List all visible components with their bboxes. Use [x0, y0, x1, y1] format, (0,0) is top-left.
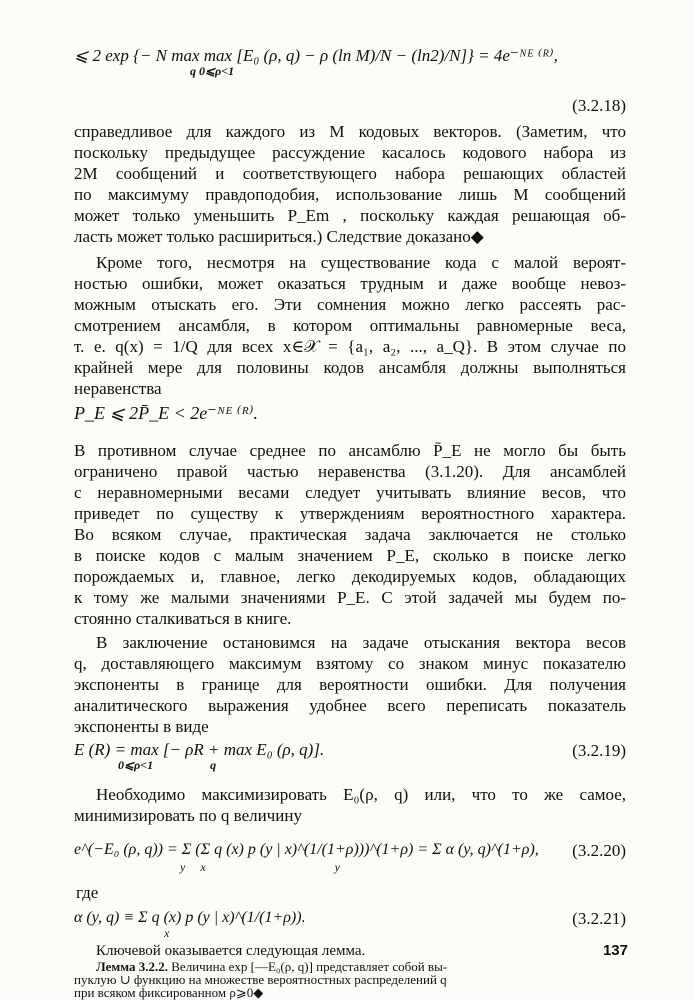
lemma-title: Лемма 3.2.2. [96, 959, 168, 974]
text-line: ограничено правой частью неравенства (3.1.20). Для ансамблей [74, 462, 626, 481]
text-line: 2M сообщений и соответствующего набора решающих областей [74, 164, 626, 183]
text-line: пуклую ∪ функцию на множестве вероятностных распределений q [74, 972, 447, 987]
text-line: в поиске кодов с малым значением P_E, сколько в поиске легко [74, 546, 626, 565]
text-line: Кроме того, несмотря на существование кода с малой вероят- [96, 253, 626, 272]
equation-3-2-19-subscripts: 0⩽ρ<1 q [118, 758, 217, 772]
equation-3-2-21: α (y, q) ≡ Σ q (x) p (y | x)^(1/(1+ρ)). [74, 909, 306, 926]
equation-3-2-18: ⩽ 2 exp {− N max max [E₀ (ρ, q) − ρ (ln M)/N − (ln2)/N]} = 4e⁻ᴺᴱ ⁽ᴿ⁾, [74, 46, 558, 65]
text-line: к тому же малыми значениями P_E. С этой задачей мы будем по- [74, 588, 626, 607]
equation-3-2-20: e^(−E₀ (ρ, q)) = Σ (Σ q (x) p (y | x)^(1/(1+ρ)))^(1+ρ) = Σ α (y, q)^(1+ρ), [74, 841, 539, 858]
text-line: q, доставляющего максимум взятому со знаком минус показателю [74, 654, 626, 673]
text-line: Необходимо максимизировать E₀(ρ, q) или, что то же самое, [96, 785, 626, 804]
text-line: т. е. q(x) = 1/Q для всех x∈𝒳 = {a₁, a₂, ..., a_Q}. В этом случае по [74, 337, 626, 356]
inequality-pe: P_E ⩽ 2P̄_E < 2e⁻ᴺᴱ ⁽ᴿ⁾. [74, 403, 258, 423]
equation-number-3-2-19: (3.2.19) [572, 741, 626, 760]
text-line: приведет по существу к утверждениям вероятностного характера. [74, 504, 626, 523]
text-line: справедливое для каждого из M кодовых векторов. (Заметим, что [74, 122, 626, 141]
text-line: аналитического выражения удобнее всего переписать показатель [74, 696, 626, 715]
text-line: В заключение остановимся на задаче отыскания вектора весов [96, 633, 626, 652]
text-line: порождаемых и, главное, легко декодируемых кодов, обладающих [74, 567, 626, 586]
text-line: ностью ошибки, может оказаться трудным и даже вообще невоз- [74, 274, 626, 293]
text-line: Ключевой оказывается следующая лемма. [96, 943, 366, 959]
text-line: неравенства [74, 379, 162, 398]
lemma-text: Величина exp [—E₀(ρ, q)] представляет собой вы- [171, 959, 448, 974]
equation-number-3-2-20: (3.2.20) [572, 841, 626, 860]
text-line: по максимуму правдоподобия, использование лишь M сообщений [74, 185, 626, 204]
equation-number-3-2-21: (3.2.21) [572, 909, 626, 928]
text-line: экспоненты в виде [74, 717, 209, 736]
text-line: Во всяком случае, практическая задача заключается не столько [74, 525, 626, 544]
equation-number-3-2-18: (3.2.18) [572, 96, 626, 115]
text-line: стоянно сталкиваться в книге. [74, 609, 292, 628]
equation-3-2-20-subscripts: y x y [180, 860, 340, 874]
text-line: с неравномерными весами следует учитывать влияние весов, что [74, 483, 626, 502]
text-line: может только уменьшить P_Em , поскольку каждая решающая об- [74, 206, 626, 225]
text-line: смотрением ансамбля, в котором оптимальны равномерные веса, [74, 316, 626, 335]
equation-3-2-19: E (R) = max [− ρR + max E₀ (ρ, q)]. [74, 740, 325, 759]
text-line: при всяком фиксированном ρ⩾0◆ [74, 985, 264, 1000]
equation-3-2-18-subscripts: q 0⩽ρ<1 [190, 64, 235, 78]
text-line: можным отыскать его. Эти сомнения можно легко рассеять рас- [74, 295, 626, 314]
text-line: экспоненты в границе для вероятности ошибки. Для получения [74, 675, 626, 694]
text-line: где [76, 883, 99, 902]
equation-3-2-21-subscripts: x [164, 926, 170, 940]
page-number: 137 [602, 942, 628, 959]
text-line: ласть может только расшириться.) Следствие доказано◆ [74, 227, 484, 246]
text-line: крайней мере для половины кодов ансамбля должны выполняться [74, 358, 626, 377]
text-line: поскольку предыдущее рассуждение касалось кодового набора из [74, 143, 626, 162]
text-line: В противном случае среднее по ансамблю P̄_E не могло бы быть [74, 441, 626, 460]
text-line: минимизировать по q величину [74, 806, 302, 825]
